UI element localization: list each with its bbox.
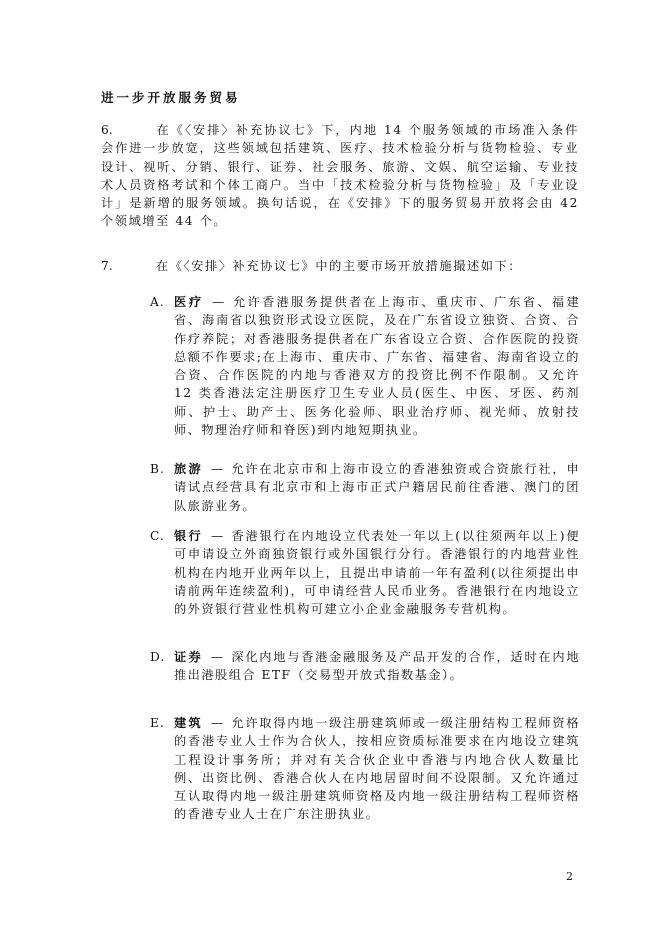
page-number: 2 xyxy=(566,870,573,883)
item-text: 允许香港服务提供者在上海市、重庆市、广东省、福建省、海南省以独资形式设立医院，及在广东省设立独资、合资、合作疗养院；对香港服务提供者在广东省设立合资、合作医院的投资总额不作要求;在上海市、重庆市、广东省、福建省、海南省设立的合资、合作医院的内地与香港双方的投资比例不作限制。又允许 12 类香港法定注册医疗卫生专业人员(医生、中医、牙医、药剂师、护士、助产士、医务化验师、职业治疗师、视光师、放射技师、物理治疗师和脊医)到内地短期执业。 xyxy=(174,295,581,438)
item-body xyxy=(174,714,580,824)
item-dash: — xyxy=(210,529,224,543)
paragraph-7 xyxy=(101,257,579,275)
list-item-medical xyxy=(150,293,580,439)
item-text: 允许在北京市和上海市设立的香港独资或合资旅行社，申请试点经营具有北京市和上海市正式户籍居民前往香港、澳门的团队旅游业务。 xyxy=(174,462,581,513)
paragraph-text: 在《〈安排〉补充协议七》下，内地 14 个服务领域的市场准入条件会作进一步放宽，这些领域包括建筑、医疗、技术检验分析与货物检验、专业设计、视听、分销、银行、证券、社会服务、旅游、文娱、航空运输、专业技术人员资格考试和个体工商户。当中「技术检验分析与货物检验」及「专业设计」是新增的服务领域。换句话说，在《安排》下的服务贸易开放将会由 42 个领域增至 44 个。 xyxy=(101,123,579,229)
item-title: 证券 xyxy=(174,650,203,664)
list-item-construction xyxy=(150,714,580,824)
item-text: 深化内地与香港金融服务及产品开发的合作，适时在内地推出港股组合 ETF（交易型开放式指数基金）。 xyxy=(174,650,581,683)
list-item-tourism xyxy=(150,460,580,515)
item-title: 医疗 xyxy=(174,295,204,309)
item-title: 旅游 xyxy=(174,462,203,476)
item-title: 建筑 xyxy=(174,716,203,730)
list-item-securities xyxy=(150,648,580,685)
item-letter: D. xyxy=(150,650,166,664)
list-item-banking xyxy=(150,527,580,618)
item-body xyxy=(174,527,580,618)
item-dash: — xyxy=(210,650,224,664)
paragraph-number: 7. xyxy=(101,259,113,273)
paragraph-number: 6. xyxy=(101,123,113,137)
item-dash: — xyxy=(212,295,225,309)
item-text: 允许取得内地一级注册建筑师或一级注册结构工程师资格的香港专业人士作为合伙人，按相应资质标准要求在内地设立建筑工程设计事务所；并对有关合伙企业中香港与内地合伙人数量比例、出资比例、香港合伙人在内地居留时间不设限制。又允许通过互认取得内地一级注册建筑师资格及内地一级注册结构工程师资格的香港专业人士在广东注册执业。 xyxy=(174,716,581,822)
item-letter: B. xyxy=(150,462,165,476)
item-body xyxy=(174,293,580,439)
paragraph-text: 在《〈安排〉补充协议七》中的主要市场开放措施撮述如下： xyxy=(156,259,523,273)
item-title: 银行 xyxy=(174,529,203,543)
item-body xyxy=(174,648,580,685)
paragraph-6 xyxy=(101,121,579,231)
item-dash: — xyxy=(210,716,224,730)
item-letter: A. xyxy=(150,295,165,309)
section-heading: 进一步开放服务贸易 xyxy=(101,90,241,105)
item-letter: C. xyxy=(150,529,165,543)
item-letter: E. xyxy=(150,716,165,730)
item-text: 香港银行在内地设立代表处一年以上(以往须两年以上)便可申请设立外商独资银行或外国银行分行。香港银行的内地营业性机构在内地开业两年以上，且提出申请前一年有盈利(以往须提出申请前两年连续盈利)，可申请经营人民币业务。香港银行在内地设立的外资银行营业性机构可建立小企业金融服务专营机构。 xyxy=(174,529,581,617)
item-body xyxy=(174,460,580,515)
item-dash: — xyxy=(210,462,224,476)
